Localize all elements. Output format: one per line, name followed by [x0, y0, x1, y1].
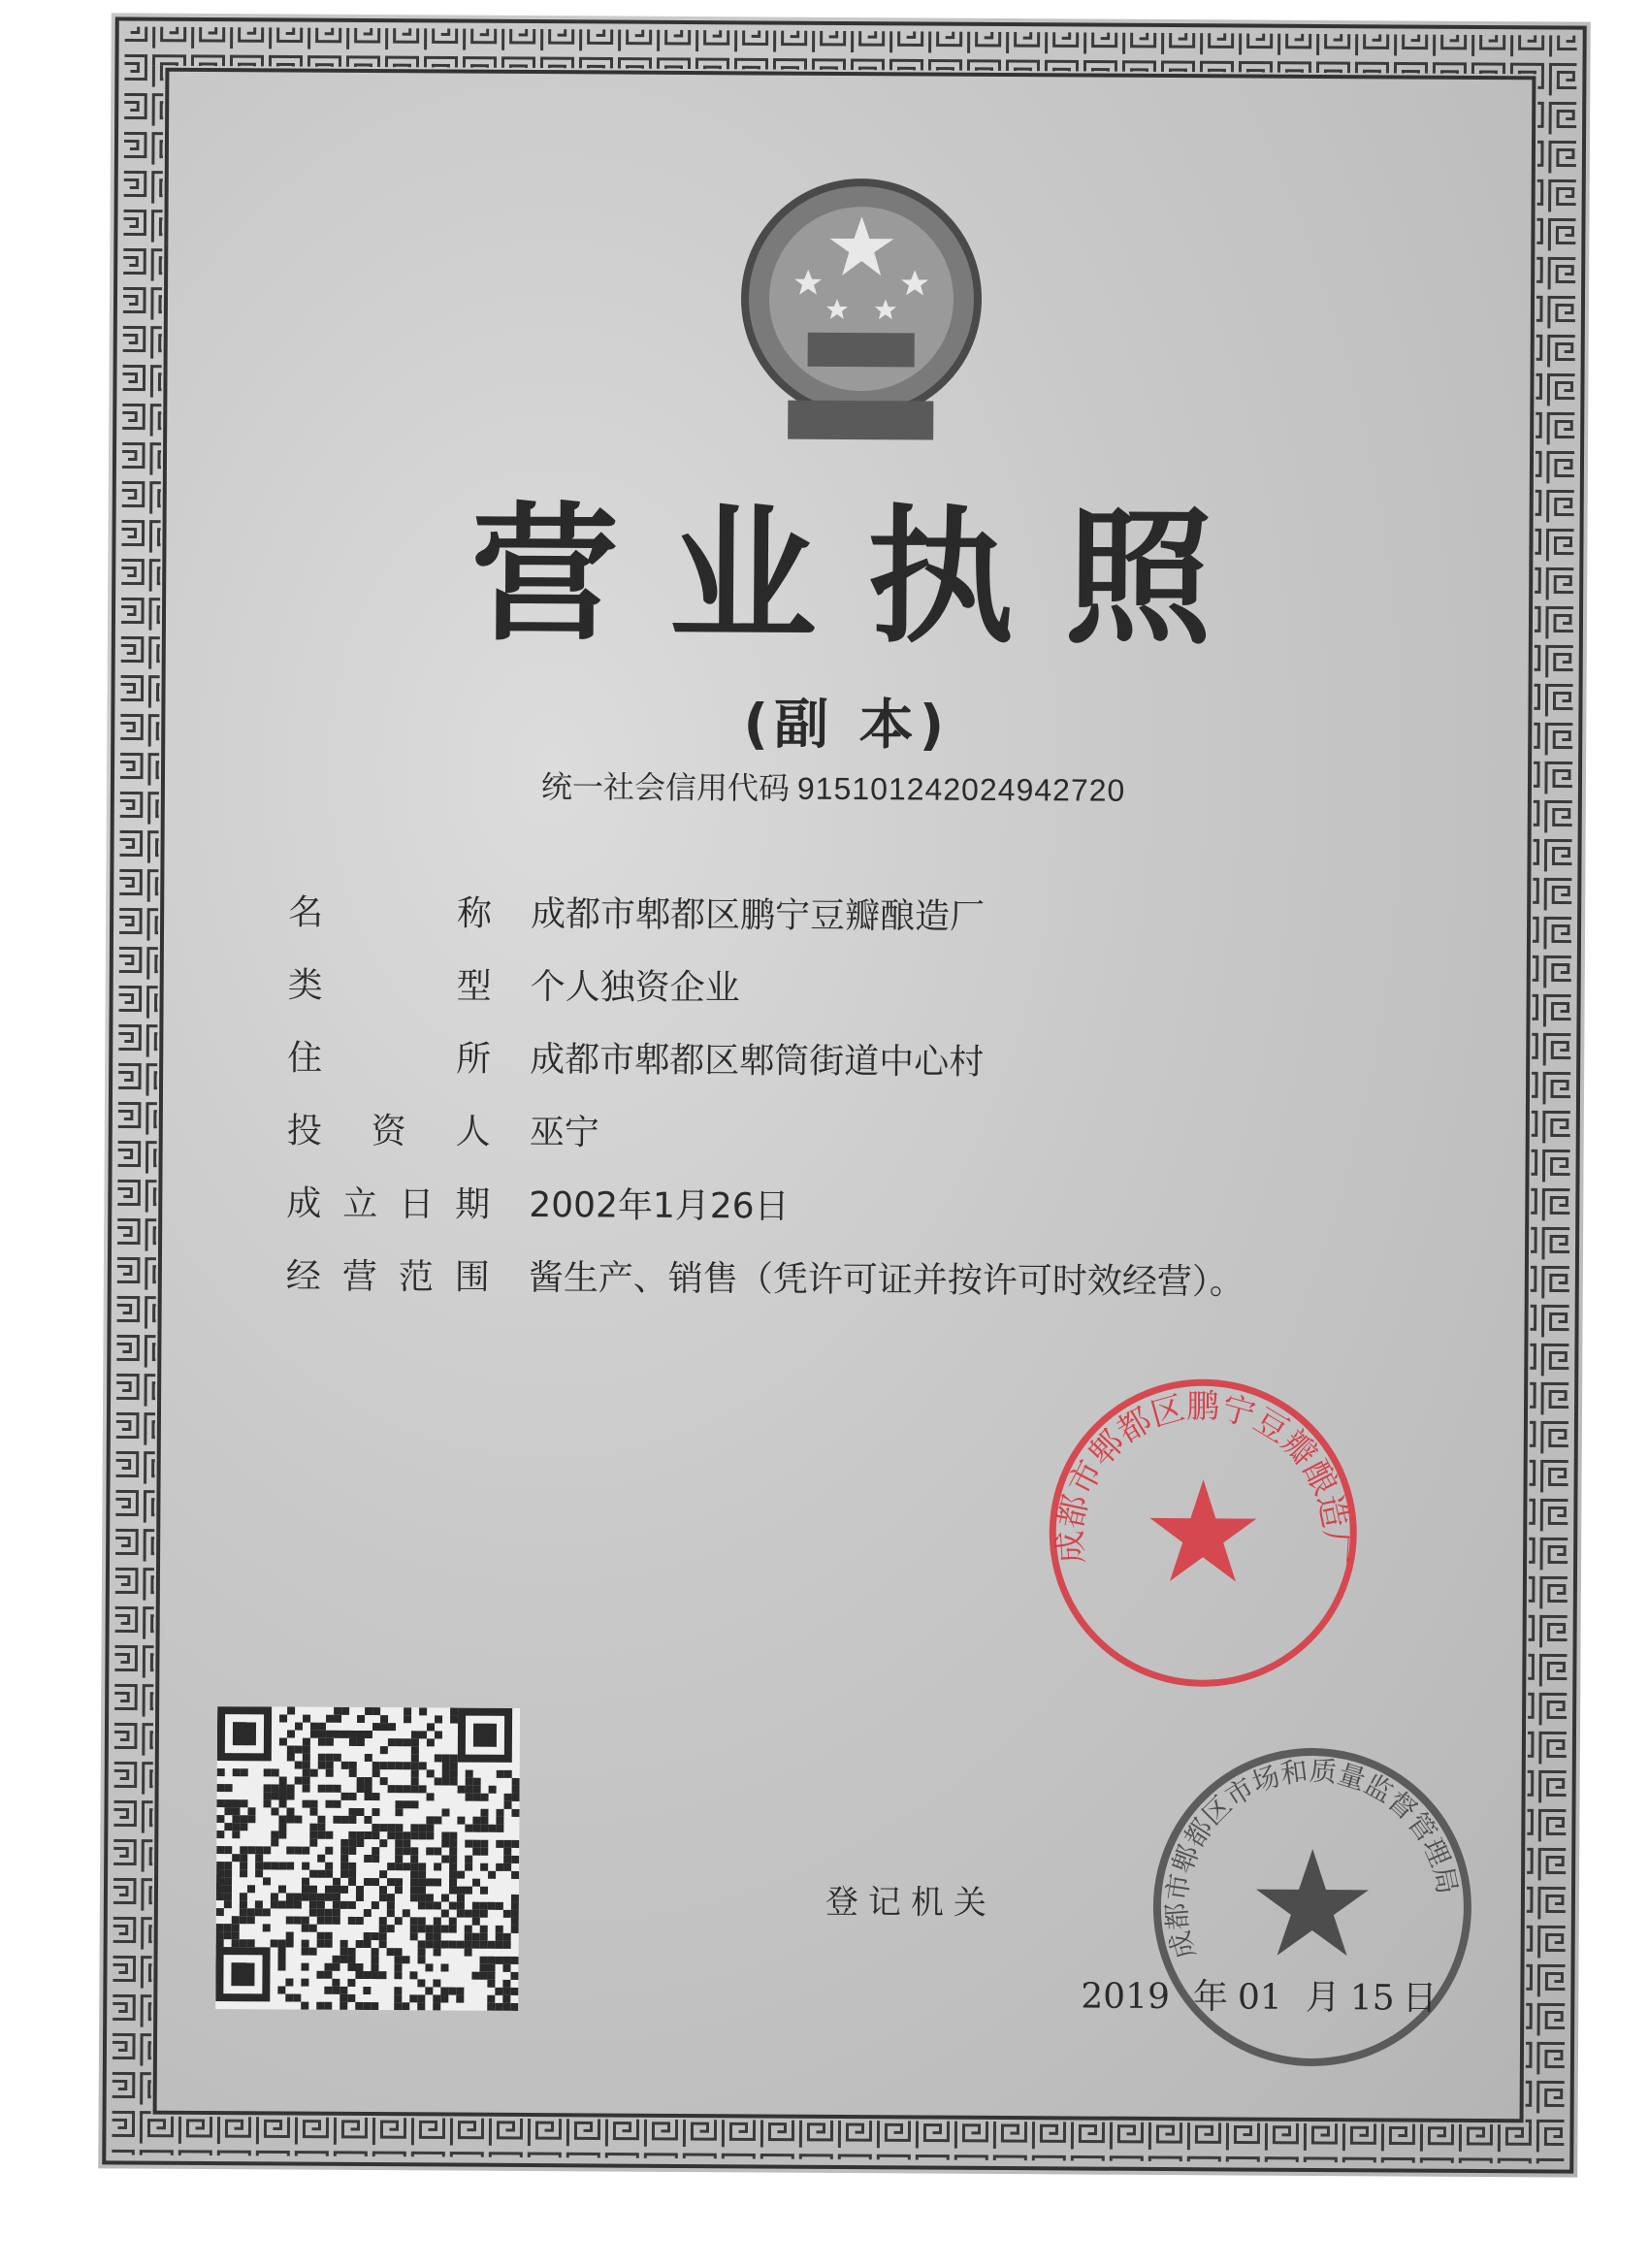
field-value: 2002年1月26日	[529, 1185, 790, 1227]
authority-seal	[1147, 1741, 1478, 2073]
issue-year: 2019	[1081, 1976, 1171, 2018]
issue-month: 01	[1237, 1977, 1282, 2018]
field-label-char: 类	[287, 965, 323, 1006]
field-value: 巫宁	[529, 1113, 599, 1153]
field-label-char: 立	[342, 1183, 378, 1225]
issue-year-unit: 年	[1192, 1977, 1229, 2018]
company-seal-text: 成都市郫都区鹏宁豆瓣酿造厂	[1051, 1387, 1355, 1566]
field-value: 成都市郫都区鹏宁豆瓣酿造厂	[531, 894, 986, 937]
issue-month-unit: 月	[1305, 1977, 1341, 2019]
field-label-char: 日	[399, 1184, 435, 1225]
company-seal	[1042, 1372, 1364, 1694]
authority-seal-text: 成都市郫都区市场和质量监督管理局	[1160, 1754, 1464, 1963]
field-label	[287, 1103, 491, 1153]
field-label	[288, 885, 492, 935]
credit-code-value: 915101242024942720	[796, 770, 1126, 808]
national-emblem-icon	[720, 162, 1003, 455]
issue-day: 15	[1349, 1978, 1395, 2019]
field-label-char: 营	[341, 1256, 377, 1298]
field-value: 酱生产、销售（凭许可证并按许可时效经营）。	[528, 1258, 1245, 1303]
field-value: 成都市郫都区郫筒街道中心村	[530, 1040, 985, 1083]
field-label-char: 所	[456, 1039, 492, 1080]
field-label-char: 经	[285, 1256, 321, 1297]
field-label	[286, 1176, 490, 1226]
field-label-char: 名	[288, 892, 324, 933]
field-label-char: 资	[371, 1112, 406, 1152]
field-label-char: 投	[286, 1111, 322, 1151]
field-label-char: 成	[286, 1183, 322, 1224]
field-label-char: 住	[287, 1038, 323, 1079]
field-label	[286, 1248, 490, 1299]
credit-code	[541, 762, 1126, 811]
field-label	[288, 957, 492, 1008]
field-label	[287, 1030, 491, 1081]
field-label-char: 称	[456, 893, 493, 934]
qr-code[interactable]	[215, 1706, 520, 2011]
credit-code-label: 统一社会信用代码	[540, 768, 791, 807]
field-label-char: 人	[455, 1112, 491, 1152]
issue-day-unit: 日	[1402, 1978, 1438, 2019]
field-label-char: 围	[454, 1257, 490, 1298]
document-subtitle: (副 本)	[743, 693, 951, 758]
field-value: 个人独资企业	[530, 967, 740, 1009]
field-label-char: 型	[456, 966, 492, 1007]
issue-date	[1081, 1969, 1438, 2021]
field-label-char: 范	[398, 1257, 434, 1298]
business-license	[98, 13, 1591, 2177]
document-title: 营业执照	[470, 488, 1264, 665]
registration-authority-label: 登记机关	[824, 1882, 997, 1923]
field-label-char: 期	[455, 1184, 491, 1225]
